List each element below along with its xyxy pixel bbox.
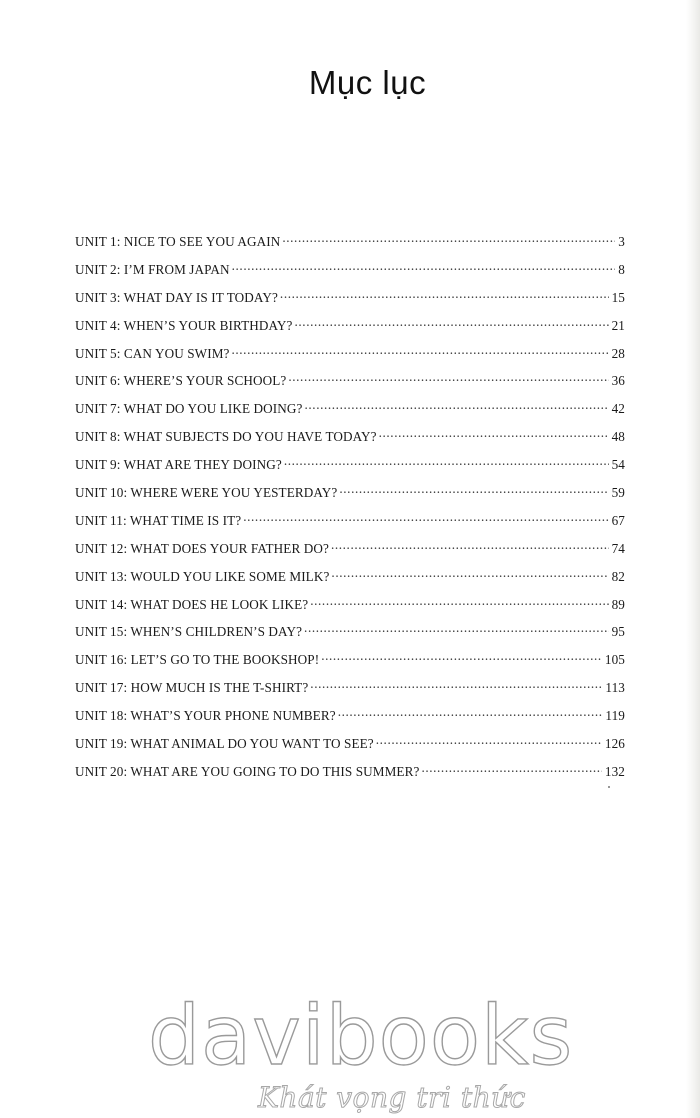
toc-entry bbox=[75, 511, 625, 539]
toc-entry bbox=[75, 260, 625, 288]
toc-dot-leader bbox=[280, 288, 609, 302]
toc-dot-leader bbox=[282, 232, 615, 246]
toc-dot-leader bbox=[284, 455, 609, 469]
toc-entry bbox=[75, 762, 625, 790]
toc-entry bbox=[75, 622, 625, 650]
toc-entry bbox=[75, 455, 625, 483]
toc-dot-leader bbox=[304, 622, 609, 636]
toc-dot-leader bbox=[310, 595, 608, 609]
toc-entry bbox=[75, 678, 625, 706]
toc-entry-label: UNIT 2: I’M FROM JAPAN bbox=[75, 261, 230, 277]
toc-dot-leader bbox=[338, 706, 603, 720]
toc-dot-leader bbox=[331, 567, 608, 581]
toc-dot-leader bbox=[305, 399, 609, 413]
toc-entry-label: UNIT 1: NICE TO SEE YOU AGAIN bbox=[75, 234, 281, 249]
toc-entry-label: UNIT 7: WHAT DO YOU LIKE DOING? bbox=[75, 401, 303, 417]
toc-entry-label: UNIT 17: HOW MUCH IS THE T-SHIRT? bbox=[75, 680, 309, 696]
toc-entry bbox=[75, 399, 625, 427]
toc-entry bbox=[75, 344, 625, 372]
toc-entry-page-number: 105 bbox=[604, 652, 625, 668]
toc-entry bbox=[75, 288, 625, 316]
toc-entry-label: UNIT 12: WHAT DOES YOUR FATHER DO? bbox=[75, 540, 329, 556]
toc-entry-page-number: 36 bbox=[611, 373, 625, 389]
toc-entry-label: UNIT 20: WHAT ARE YOU GOING TO DO THIS SUMMER? bbox=[75, 763, 420, 779]
watermark-tagline: Khát vọng tri thức bbox=[258, 1081, 526, 1114]
toc-entry-label: UNIT 19: WHAT ANIMAL DO YOU WANT TO SEE? bbox=[75, 736, 374, 752]
toc-dot-leader bbox=[331, 539, 609, 553]
toc-entry-page-number: 48 bbox=[611, 429, 625, 445]
toc-entry-page-number: 89 bbox=[611, 596, 625, 612]
toc-entry-label: UNIT 16: LET’S GO TO THE BOOKSHOP! bbox=[75, 652, 320, 668]
toc-entry-label: UNIT 8: WHAT SUBJECTS DO YOU HAVE TODAY? bbox=[75, 429, 377, 445]
toc-entry bbox=[75, 595, 625, 623]
toc-entry-page-number: 126 bbox=[604, 736, 625, 752]
toc-entry-page-number: 21 bbox=[611, 317, 625, 333]
toc-entry-page-number: 67 bbox=[611, 512, 625, 528]
toc-entry-label: UNIT 3: WHAT DAY IS IT TODAY? bbox=[75, 289, 278, 305]
toc-dot-leader bbox=[232, 260, 616, 274]
toc-entry-label: UNIT 10: WHERE WERE YOU YESTERDAY? bbox=[75, 485, 338, 501]
toc-entry-page-number: 82 bbox=[611, 568, 625, 584]
toc-entry-page-number: 42 bbox=[611, 401, 625, 417]
toc-dot-leader bbox=[288, 371, 608, 385]
watermark-logo: davibooks bbox=[148, 989, 574, 1084]
toc-dot-leader bbox=[321, 650, 602, 664]
toc-dot-leader bbox=[231, 344, 608, 358]
toc-entry bbox=[75, 567, 625, 595]
toc-dot-leader bbox=[339, 483, 608, 497]
toc-entry bbox=[75, 232, 625, 260]
toc-entry bbox=[75, 734, 625, 762]
toc-entry-label: UNIT 9: WHAT ARE THEY DOING? bbox=[75, 457, 282, 473]
toc-entry-page-number: 113 bbox=[605, 680, 625, 696]
toc-dot-leader bbox=[379, 427, 609, 441]
toc-entry-page-number: 15 bbox=[611, 289, 625, 305]
toc-entry-page-number: 74 bbox=[611, 540, 625, 556]
toc-dot-leader bbox=[310, 678, 602, 692]
toc-entry-page-number: 8 bbox=[618, 261, 625, 277]
toc-entry-page-number: 3 bbox=[618, 234, 625, 249]
toc-dot-leader bbox=[421, 762, 601, 776]
toc-entry-page-number: 28 bbox=[611, 345, 625, 361]
toc-entry-label: UNIT 18: WHAT’S YOUR PHONE NUMBER? bbox=[75, 708, 336, 724]
toc-entry bbox=[75, 371, 625, 399]
toc-dot-leader bbox=[243, 511, 608, 525]
toc-dot-leader bbox=[295, 316, 609, 330]
toc-entry-label: UNIT 14: WHAT DOES HE LOOK LIKE? bbox=[75, 596, 309, 612]
toc-entry-page-number: 132 bbox=[604, 763, 625, 779]
toc-entry-label: UNIT 6: WHERE’S YOUR SCHOOL? bbox=[75, 373, 287, 389]
toc-dot-leader bbox=[376, 734, 602, 748]
toc-entry-page-number: 59 bbox=[611, 485, 625, 501]
toc-entry bbox=[75, 650, 625, 678]
toc-entry-label: UNIT 4: WHEN’S YOUR BIRTHDAY? bbox=[75, 317, 293, 333]
stray-mark bbox=[608, 786, 610, 788]
toc-entry-page-number: 54 bbox=[611, 457, 625, 473]
toc-entry-page-number: 95 bbox=[611, 624, 625, 640]
table-of-contents bbox=[75, 232, 625, 790]
toc-entry-label: UNIT 13: WOULD YOU LIKE SOME MILK? bbox=[75, 568, 330, 584]
toc-entry-label: UNIT 11: WHAT TIME IS IT? bbox=[75, 512, 242, 528]
toc-entry-label: UNIT 5: CAN YOU SWIM? bbox=[75, 345, 230, 361]
toc-entry-label: UNIT 15: WHEN’S CHILDREN’S DAY? bbox=[75, 624, 303, 640]
toc-entry bbox=[75, 427, 625, 455]
page-title: Mục lục bbox=[308, 64, 427, 101]
toc-entry bbox=[75, 316, 625, 344]
toc-entry bbox=[75, 483, 625, 511]
toc-entry bbox=[75, 706, 625, 734]
page-edge-shadow bbox=[686, 0, 700, 1118]
toc-entry-page-number: 119 bbox=[605, 708, 625, 724]
toc-entry bbox=[75, 539, 625, 567]
